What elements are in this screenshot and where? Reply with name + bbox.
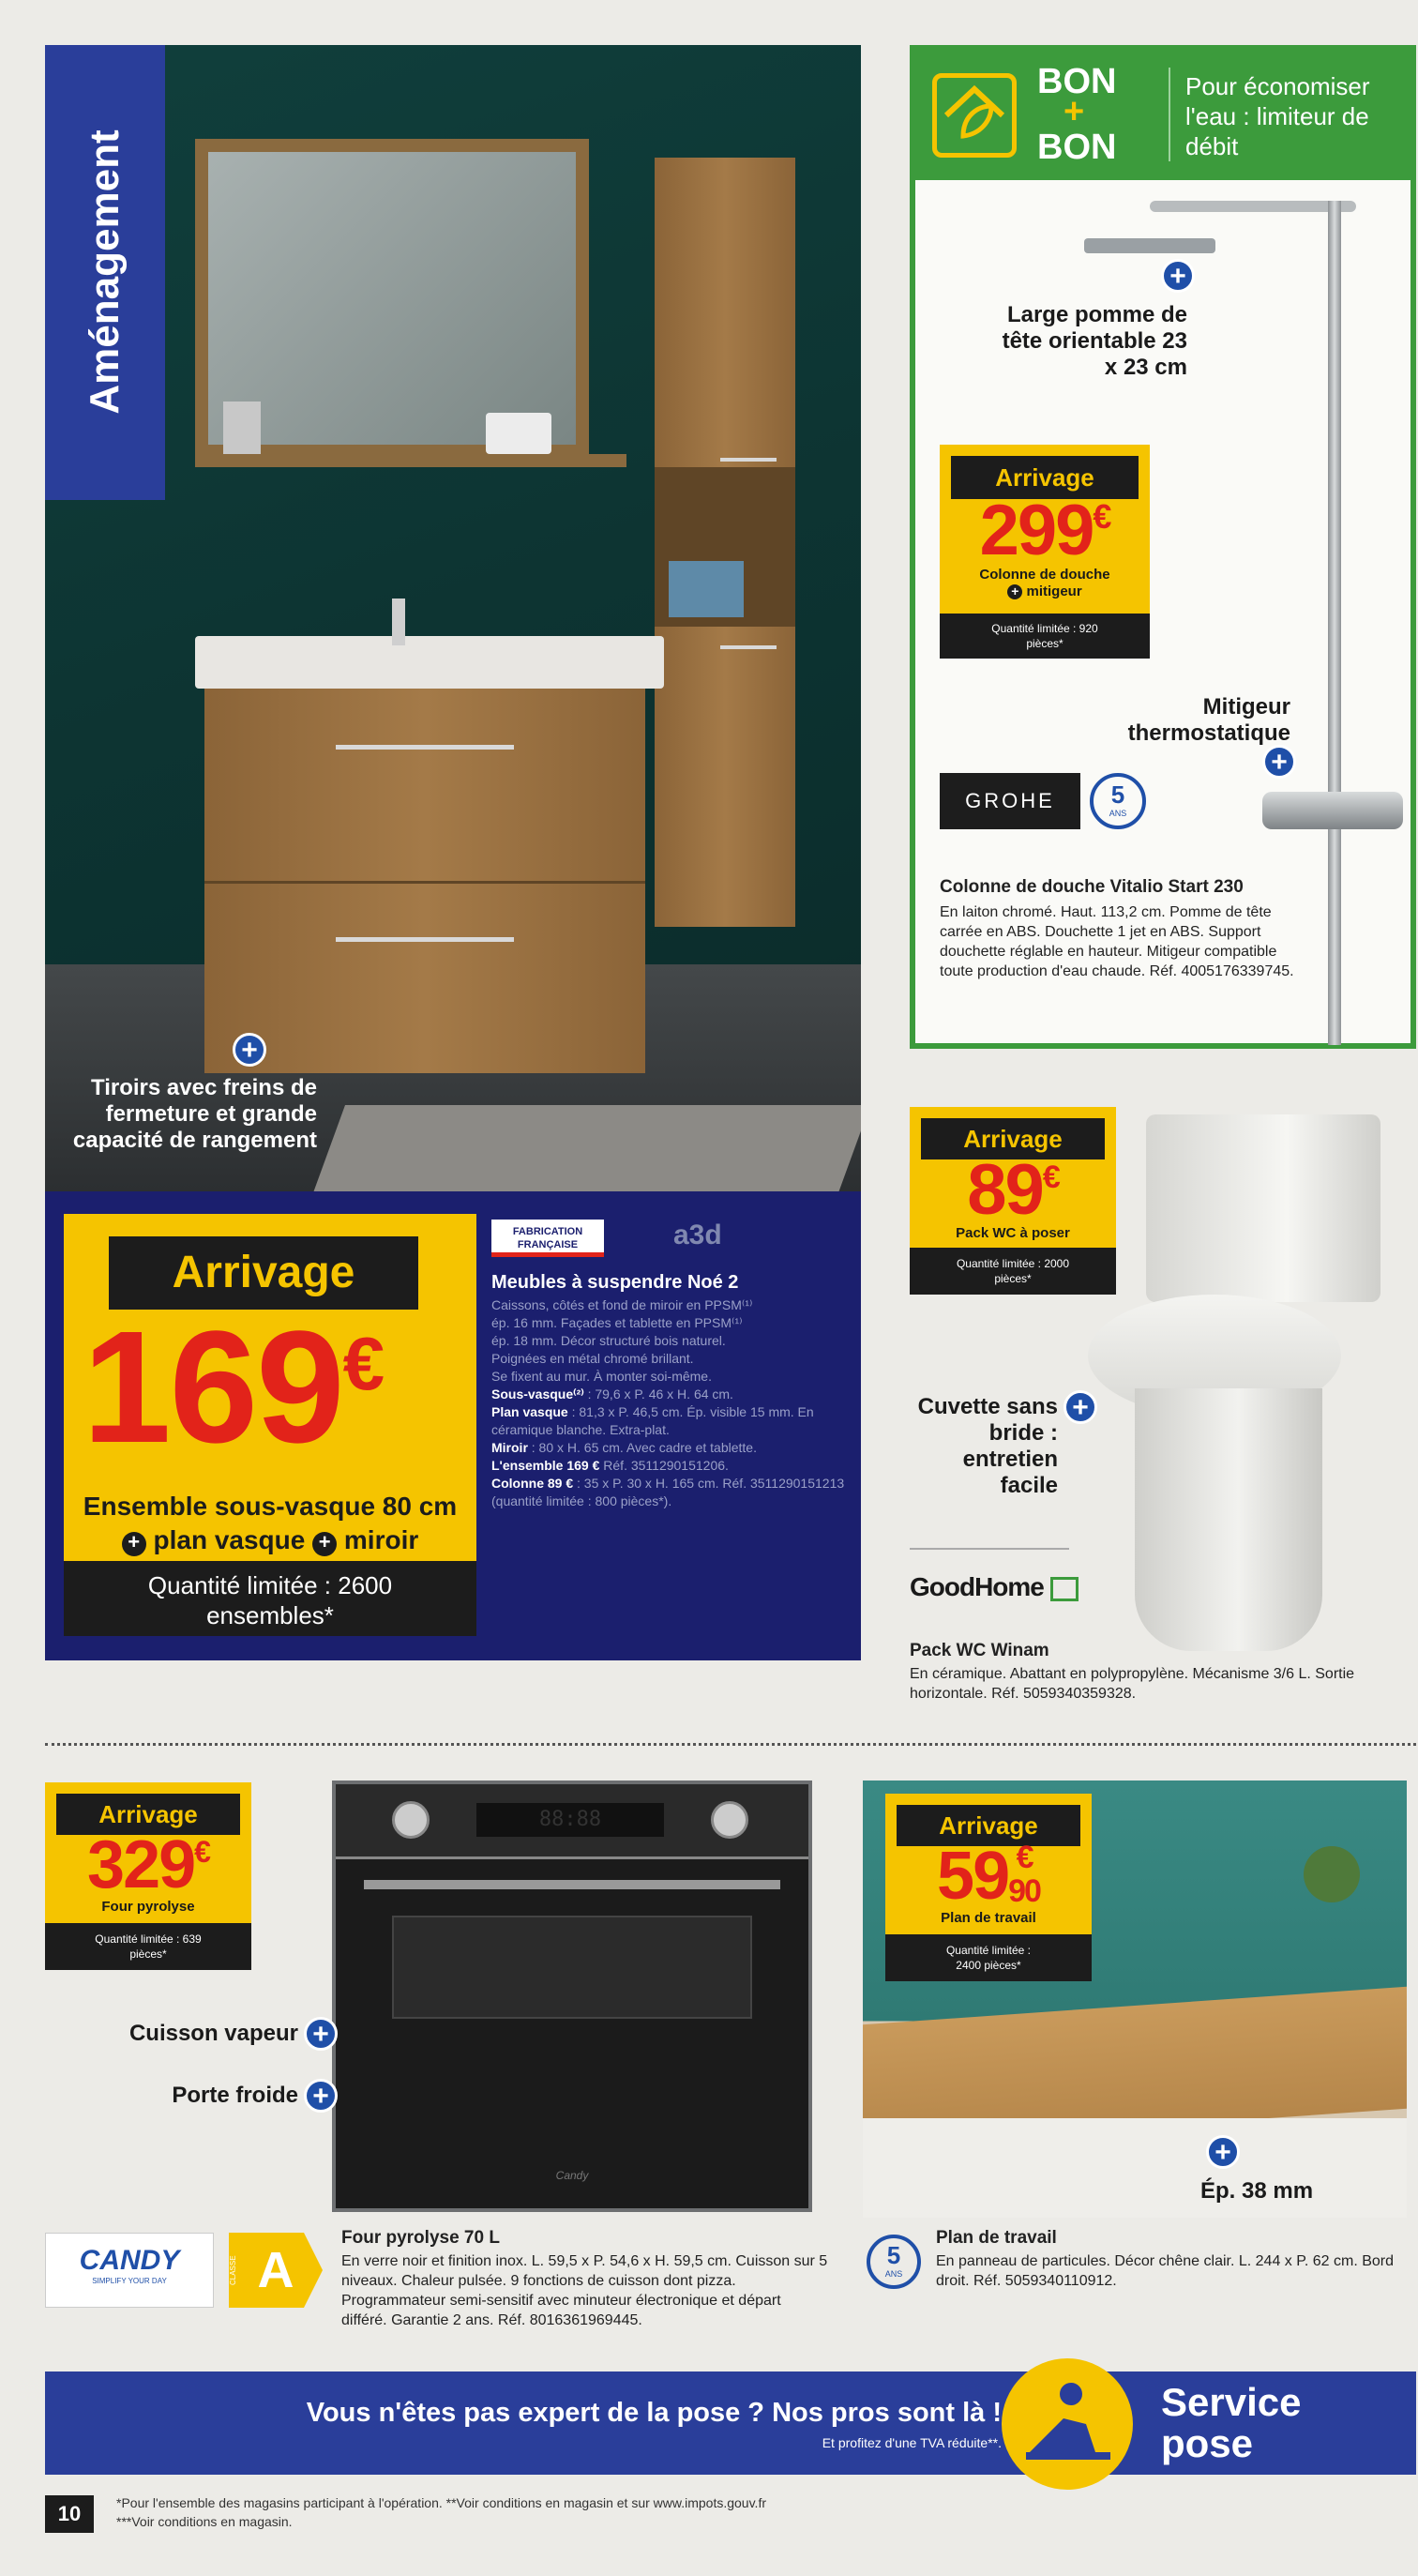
leaf-house-icon bbox=[932, 73, 1017, 158]
spec-key: Plan vasque bbox=[491, 1404, 568, 1419]
mirror-shelf bbox=[195, 454, 626, 467]
offer-line2b: miroir bbox=[343, 1525, 419, 1554]
worktop-desc: En panneau de particules. Décor chêne clair. L. 244 x P. 62 cm. Bord droit. Réf. 5059340110912. bbox=[936, 2253, 1394, 2289]
service-pose-banner[interactable] bbox=[45, 2371, 1416, 2475]
oven-title: Four pyrolyse 70 L bbox=[341, 2228, 500, 2248]
door-plus-icon bbox=[304, 2079, 338, 2113]
candy-logo bbox=[45, 2233, 214, 2308]
price-value: 89 bbox=[967, 1150, 1043, 1230]
plus-icon: + bbox=[1064, 1390, 1097, 1424]
price bbox=[885, 1841, 1092, 1912]
spec-value: : 81,3 x P. 46,5 cm. Ép. visible 15 mm. En céramique blanche. Extra-plat. bbox=[491, 1404, 814, 1437]
spec-line bbox=[491, 1386, 848, 1403]
service-sub-text: Et profitez d'une TVA réduite**. bbox=[822, 2435, 1002, 2450]
bathroom-photo bbox=[45, 45, 861, 1199]
offer-line1: Ensemble sous-vasque 80 cm bbox=[83, 1492, 458, 1521]
plus-icon: + bbox=[1007, 584, 1022, 599]
rug bbox=[308, 1105, 861, 1199]
eco-header bbox=[915, 51, 1410, 180]
drawer-callout: Tiroirs avec freins de fermeture et grande capacité de rangement bbox=[72, 1075, 317, 1153]
product-line: Pack WC à poser bbox=[956, 1225, 1070, 1241]
price-currency: € bbox=[1016, 1840, 1033, 1875]
oven-section bbox=[45, 1773, 870, 2364]
shower-qty: Quantité limitée : 920 pièces* bbox=[940, 614, 1150, 659]
faucet bbox=[392, 599, 405, 645]
brand-a3d: a3d bbox=[673, 1220, 722, 1250]
oven-window bbox=[392, 1916, 752, 2019]
shower-arm bbox=[1150, 201, 1356, 212]
spec-line bbox=[491, 1475, 848, 1510]
mixer-plus-icon bbox=[1262, 745, 1296, 779]
product-line: Colonne de douche bbox=[979, 567, 1110, 583]
spec-key: Miroir bbox=[491, 1440, 528, 1455]
energy-class-word: CLASSE bbox=[229, 2233, 248, 2308]
shower-head bbox=[1084, 238, 1215, 253]
service-title-1: Service bbox=[1161, 2380, 1302, 2424]
price-value: 59 bbox=[937, 1839, 1009, 1914]
offer-line2 bbox=[64, 1525, 476, 1556]
worktop-section bbox=[863, 1773, 1416, 2298]
worktop-title: Plan de travail bbox=[936, 2228, 1057, 2248]
shower-head-callout: Large pomme de tête orientable 23 x 23 cm bbox=[1002, 302, 1187, 380]
worktop-price-badge bbox=[885, 1794, 1092, 1934]
spec-value: : 80 x H. 65 cm. Avec cadre et tablette. bbox=[527, 1440, 757, 1455]
wc-divider bbox=[910, 1548, 1069, 1550]
shower-price-badge bbox=[940, 445, 1150, 614]
worktop-qty: Quantité limitée : 2400 pièces* bbox=[885, 1934, 1092, 1981]
shelf-bottles bbox=[223, 402, 261, 454]
spec-key: L'ensemble 169 € bbox=[491, 1458, 600, 1473]
price-currency: € bbox=[342, 1322, 384, 1405]
price-currency: € bbox=[194, 1835, 209, 1869]
spec-line bbox=[491, 1403, 848, 1439]
cabinet bbox=[863, 2118, 1407, 2218]
price-value: 299 bbox=[979, 491, 1094, 570]
arrivage-label: Arrivage bbox=[897, 1805, 1080, 1846]
oven-handle bbox=[364, 1880, 780, 1889]
product-line2 bbox=[940, 583, 1150, 599]
spec-value: : 79,6 x P. 46 x H. 64 cm. bbox=[583, 1386, 733, 1402]
footer-note-2: ***Voir conditions en magasin. bbox=[116, 2514, 293, 2529]
footer-note-1: *Pour l'ensemble des magasins participant à l'opération. **Voir conditions en magasin et sur www.impots.gouv.fr bbox=[116, 2495, 766, 2510]
bon-2: BON bbox=[1037, 128, 1117, 167]
plus-icon: + bbox=[233, 1033, 266, 1067]
arrivage-label: Arrivage bbox=[56, 1794, 240, 1835]
shower-pipe bbox=[1328, 201, 1341, 1045]
price bbox=[940, 493, 1150, 568]
oven-callout-door: Porte froide bbox=[172, 2083, 298, 2108]
plus-icon: + bbox=[312, 1532, 337, 1556]
spec-line bbox=[491, 1439, 848, 1457]
energy-class-badge bbox=[229, 2233, 323, 2308]
oven-model-label: Candy bbox=[555, 2169, 589, 2182]
wc-desc: En céramique. Abattant en polypropylène. Mécanisme 3/6 L. Sortie horizontale. Réf. 5059340359328. bbox=[910, 1666, 1355, 1702]
product-line: Four pyrolyse bbox=[101, 1899, 195, 1915]
oven-price-badge bbox=[45, 1782, 251, 1923]
shower-description bbox=[940, 876, 1296, 981]
plus-icon: + bbox=[1262, 745, 1296, 779]
furniture-offer-panel bbox=[45, 1191, 861, 1660]
spec-value: : 35 x P. 30 x H. 165 cm. Réf. 3511290151213 (quantité limitée : 800 pièces*). bbox=[491, 1476, 845, 1508]
warranty-years: 5 bbox=[1110, 780, 1125, 809]
price bbox=[910, 1150, 1116, 1230]
bon-plus: + bbox=[1064, 92, 1085, 131]
shower-title: Colonne de douche Vitalio Start 230 bbox=[940, 877, 1244, 897]
mixer-bar bbox=[1262, 792, 1403, 829]
furniture-desc bbox=[491, 1296, 848, 1510]
shower-panel bbox=[910, 45, 1416, 1049]
arrivage-label: Arrivage bbox=[921, 1118, 1105, 1159]
furniture-qty: Quantité limitée : 2600 ensembles* bbox=[64, 1561, 476, 1636]
oven-desc: En verre noir et finition inox. L. 59,5 x P. 54,6 x H. 59,5 cm. Cuisson sur 5 niveaux. Chaleur pulsée. 9 fonctions de cuisson dont pizza. Programmateur semi-sensitif avec minuteur électronique et départ différé. Garantie 2 ans. Réf. 8016361969445. bbox=[341, 2253, 828, 2328]
page-number: 10 bbox=[45, 2495, 94, 2533]
shelf-clock bbox=[486, 413, 551, 454]
goodhome-logo bbox=[910, 1572, 1079, 1602]
head-plus-icon bbox=[1161, 259, 1195, 293]
eco-divider bbox=[1169, 68, 1170, 161]
spec-key: Sous-vasque⁽²⁾ bbox=[491, 1386, 584, 1402]
warranty-badge bbox=[1090, 773, 1146, 829]
section-tab-label: Aménagement bbox=[82, 129, 128, 415]
price-currency: € bbox=[1093, 497, 1110, 536]
furniture-price-badge bbox=[64, 1214, 476, 1599]
arrivage-label: Arrivage bbox=[109, 1236, 418, 1310]
desc-line: ép. 18 mm. Décor structuré bois naturel. bbox=[491, 1333, 726, 1348]
grohe-logo: GROHE bbox=[940, 773, 1080, 829]
knob-left-icon bbox=[392, 1801, 430, 1839]
worktop-callout: Ép. 38 mm bbox=[1200, 2178, 1314, 2204]
energy-class-arrow bbox=[304, 2233, 323, 2308]
section-separator bbox=[45, 1743, 1416, 1746]
service-main-text: Vous n'êtes pas expert de la pose ? Nos pros sont là ! bbox=[306, 2398, 1002, 2428]
plus-icon: + bbox=[122, 1532, 146, 1556]
price bbox=[45, 1829, 251, 1901]
thickness-plus-icon bbox=[1206, 2135, 1240, 2169]
price bbox=[83, 1298, 384, 1477]
plus-icon: + bbox=[1206, 2135, 1240, 2169]
plus-icon: + bbox=[1161, 259, 1195, 293]
vanity-top bbox=[195, 636, 664, 689]
oven-callout-steam: Cuisson vapeur bbox=[128, 2021, 298, 2046]
spec-line bbox=[491, 1457, 848, 1475]
shower-desc: En laiton chromé. Haut. 113,2 cm. Pomme de tête carrée en ABS. Douchette 1 jet en ABS. Support douchette réglable en hauteur. Mitigeur compatible toute production d'eau chaude. Réf. 4005176339745. bbox=[940, 904, 1294, 979]
toilet-base bbox=[1135, 1388, 1322, 1651]
goodhome-text: GoodHome bbox=[910, 1572, 1044, 1601]
wc-section bbox=[910, 1079, 1416, 1735]
fab-francaise-badge: FABRICATION FRANÇAISE bbox=[491, 1220, 604, 1257]
spec-value: Réf. 3511290151206. bbox=[599, 1458, 729, 1473]
wc-plus-icon bbox=[1064, 1390, 1097, 1424]
plant bbox=[1304, 1846, 1360, 1902]
product-line2-text: mitigeur bbox=[1026, 583, 1082, 599]
desc-line: ép. 16 mm. Façades et tablette en PPSM⁽¹⁾ bbox=[491, 1315, 743, 1330]
candy-logo-text: CANDY bbox=[79, 2245, 180, 2276]
furniture-title: Meubles à suspendre Noé 2 bbox=[491, 1272, 739, 1293]
service-pose-icon bbox=[1002, 2358, 1133, 2490]
spec-key: Colonne 89 € bbox=[491, 1476, 574, 1491]
desc-line: Caissons, côtés et fond de miroir en PPSM⁽¹⁾ bbox=[491, 1297, 753, 1312]
oven-display: 88:88 bbox=[476, 1803, 664, 1837]
section-tab bbox=[45, 45, 165, 500]
wc-callout: Cuvette sans bride : entretien facile bbox=[917, 1394, 1058, 1498]
oven-appliance bbox=[332, 1780, 812, 2212]
desc-line: Se fixent au mur. À monter soi-même. bbox=[491, 1369, 712, 1384]
knob-right-icon bbox=[711, 1801, 748, 1839]
price-value: 169 bbox=[83, 1298, 343, 1477]
desc-line: Poignées en métal chromé brillant. bbox=[491, 1351, 694, 1366]
wc-qty: Quantité limitée : 2000 pièces* bbox=[910, 1248, 1116, 1295]
oven-control-panel bbox=[336, 1784, 808, 1859]
price-value: 329 bbox=[87, 1827, 195, 1902]
storage-column bbox=[655, 158, 795, 927]
warranty-years: 5 bbox=[886, 2241, 901, 2269]
candy-logo-tagline: SIMPLIFY YOUR DAY bbox=[92, 2277, 167, 2285]
price-decimal bbox=[1008, 1841, 1040, 1908]
vanity-unit bbox=[204, 689, 645, 1073]
plus-icon: + bbox=[304, 2017, 338, 2051]
wc-title: Pack WC Winam bbox=[910, 1641, 1049, 1660]
wc-price-badge bbox=[910, 1107, 1116, 1248]
oven-description bbox=[341, 2227, 829, 2330]
toilet-tank bbox=[1146, 1114, 1380, 1302]
warranty-word: ANS bbox=[1109, 809, 1127, 818]
mixer-callout: Mitigeur thermostatique bbox=[1127, 694, 1290, 746]
house-icon bbox=[1050, 1577, 1079, 1601]
price-cents: 90 bbox=[1008, 1873, 1040, 1909]
offer-line2a: plan vasque bbox=[153, 1525, 306, 1554]
warranty-word: ANS bbox=[884, 2269, 903, 2279]
arrivage-label: Arrivage bbox=[951, 456, 1139, 499]
service-title-2: pose bbox=[1161, 2421, 1254, 2465]
product-line: Plan de travail bbox=[941, 1910, 1036, 1926]
steam-plus-icon bbox=[304, 2017, 338, 2051]
warranty-badge bbox=[867, 2235, 921, 2289]
oven-qty: Quantité limitée : 639 pièces* bbox=[45, 1923, 251, 1970]
price-currency: € bbox=[1042, 1159, 1059, 1195]
plus-icon: + bbox=[304, 2079, 338, 2113]
eco-text: Pour économiser l'eau : limiteur de débit bbox=[1185, 72, 1370, 160]
wc-description bbox=[910, 1640, 1416, 1704]
energy-class-letter: A bbox=[248, 2233, 304, 2308]
drawer-plus-icon bbox=[233, 1033, 266, 1067]
bon-1: BON bbox=[1037, 62, 1117, 101]
worktop-description bbox=[936, 2227, 1414, 2291]
